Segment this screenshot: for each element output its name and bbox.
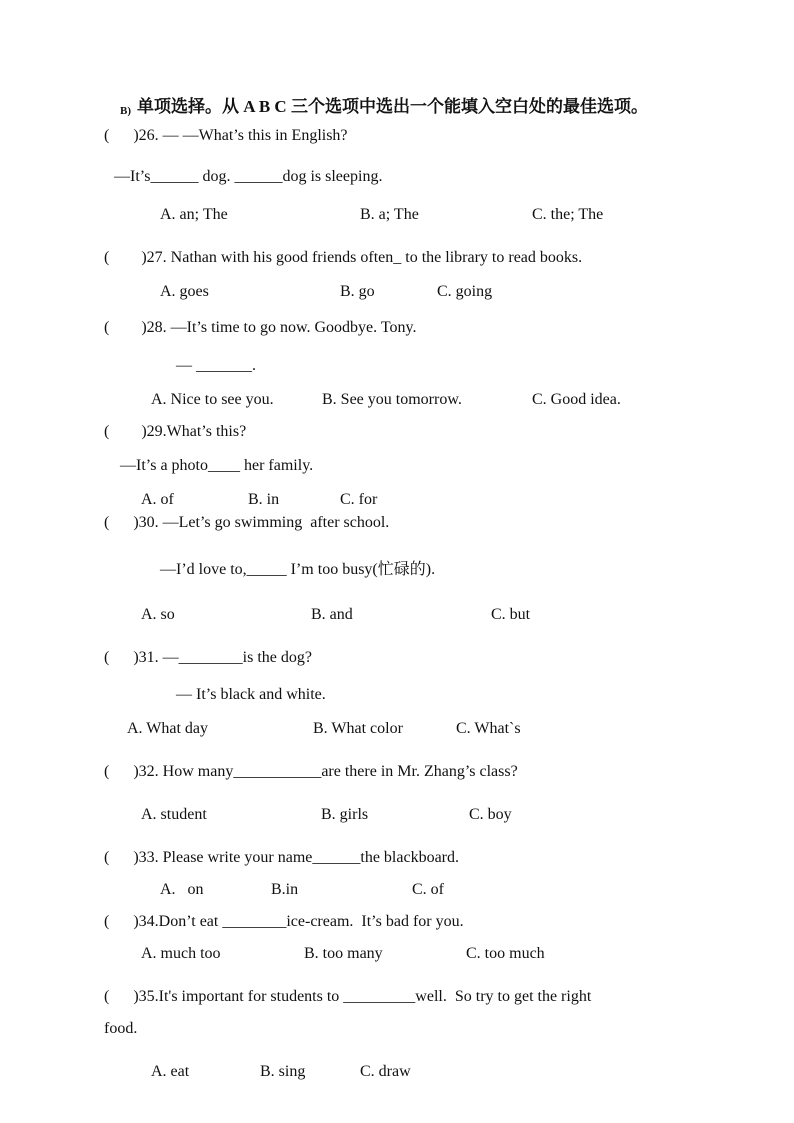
question-30-stem: ( )30. —Let’s go swimming after school. [104, 514, 390, 531]
question-35-stem: ( )35.It's important for students to _________well. So try to get the right [104, 988, 592, 1005]
question-31-option-c: C. What`s [456, 720, 521, 737]
question-26-stem: ( )26. — —What’s this in English? [104, 127, 348, 144]
question-35-option-a: A. eat [151, 1063, 190, 1080]
question-34-option-a: A. much too [141, 945, 221, 962]
question-34-option-c: C. too much [466, 945, 545, 962]
question-32-stem: ( )32. How many___________are there in Mr. Zhang’s class? [104, 763, 518, 780]
question-29-line2: —It’s a photo____ her family. [120, 457, 314, 474]
section-marker: B) [120, 105, 131, 117]
question-27-option-a: A. goes [160, 283, 209, 300]
question-33-option-b: B.in [271, 881, 299, 898]
question-28-option-a: A. Nice to see you. [151, 391, 274, 408]
question-26-option-c: C. the; The [532, 206, 604, 223]
question-31-option-b: B. What color [313, 720, 403, 737]
question-30-option-c: C. but [491, 606, 531, 623]
question-34-stem: ( )34.Don’t eat ________ice-cream. It’s bad for you. [104, 913, 464, 930]
question-32-option-b: B. girls [321, 806, 369, 823]
question-30-option-b: B. and [311, 606, 353, 623]
question-35-option-c: C. draw [360, 1063, 411, 1080]
question-29-stem: ( )29.What’s this? [104, 423, 247, 440]
question-31-stem: ( )31. —________is the dog? [104, 649, 312, 666]
question-29-option-a: A. of [141, 491, 174, 508]
question-34-option-b: B. too many [304, 945, 383, 962]
question-27-stem: ( )27. Nathan with his good friends often_ to the library to read books. [104, 249, 583, 266]
question-26-option-a: A. an; The [160, 206, 228, 223]
question-33-option-c: C. of [412, 881, 444, 898]
question-33-stem: ( )33. Please write your name______the blackboard. [104, 849, 460, 866]
question-29-option-c: C. for [340, 491, 378, 508]
question-28-line2: — _______. [176, 357, 256, 374]
question-33-option-a: A. on [160, 881, 204, 898]
question-26-option-b: B. a; The [360, 206, 419, 223]
section-instruction: 单项选择。从 A B C 三个选项中选出一个能填入空白处的最佳选项。 [137, 97, 648, 116]
question-31-line2: — It’s black and white. [176, 686, 326, 703]
question-27-option-b: B. go [340, 283, 375, 300]
question-32-option-c: C. boy [469, 806, 512, 823]
question-30-option-a: A. so [141, 606, 175, 623]
question-28-stem: ( )28. —It’s time to go now. Goodbye. Tony. [104, 319, 417, 336]
question-35-option-b: B. sing [260, 1063, 306, 1080]
question-29-option-b: B. in [248, 491, 280, 508]
question-35-line2: food. [104, 1020, 138, 1037]
question-28-option-b: B. See you tomorrow. [322, 391, 462, 408]
question-28-option-c: C. Good idea. [532, 391, 621, 408]
question-26-line2: —It’s______ dog. ______dog is sleeping. [114, 168, 383, 185]
question-27-option-c: C. going [437, 283, 493, 300]
question-30-line2: —I’d love to,_____ I’m too busy(忙碌的). [160, 561, 436, 578]
question-32-option-a: A. student [141, 806, 207, 823]
question-31-option-a: A. What day [127, 720, 209, 737]
